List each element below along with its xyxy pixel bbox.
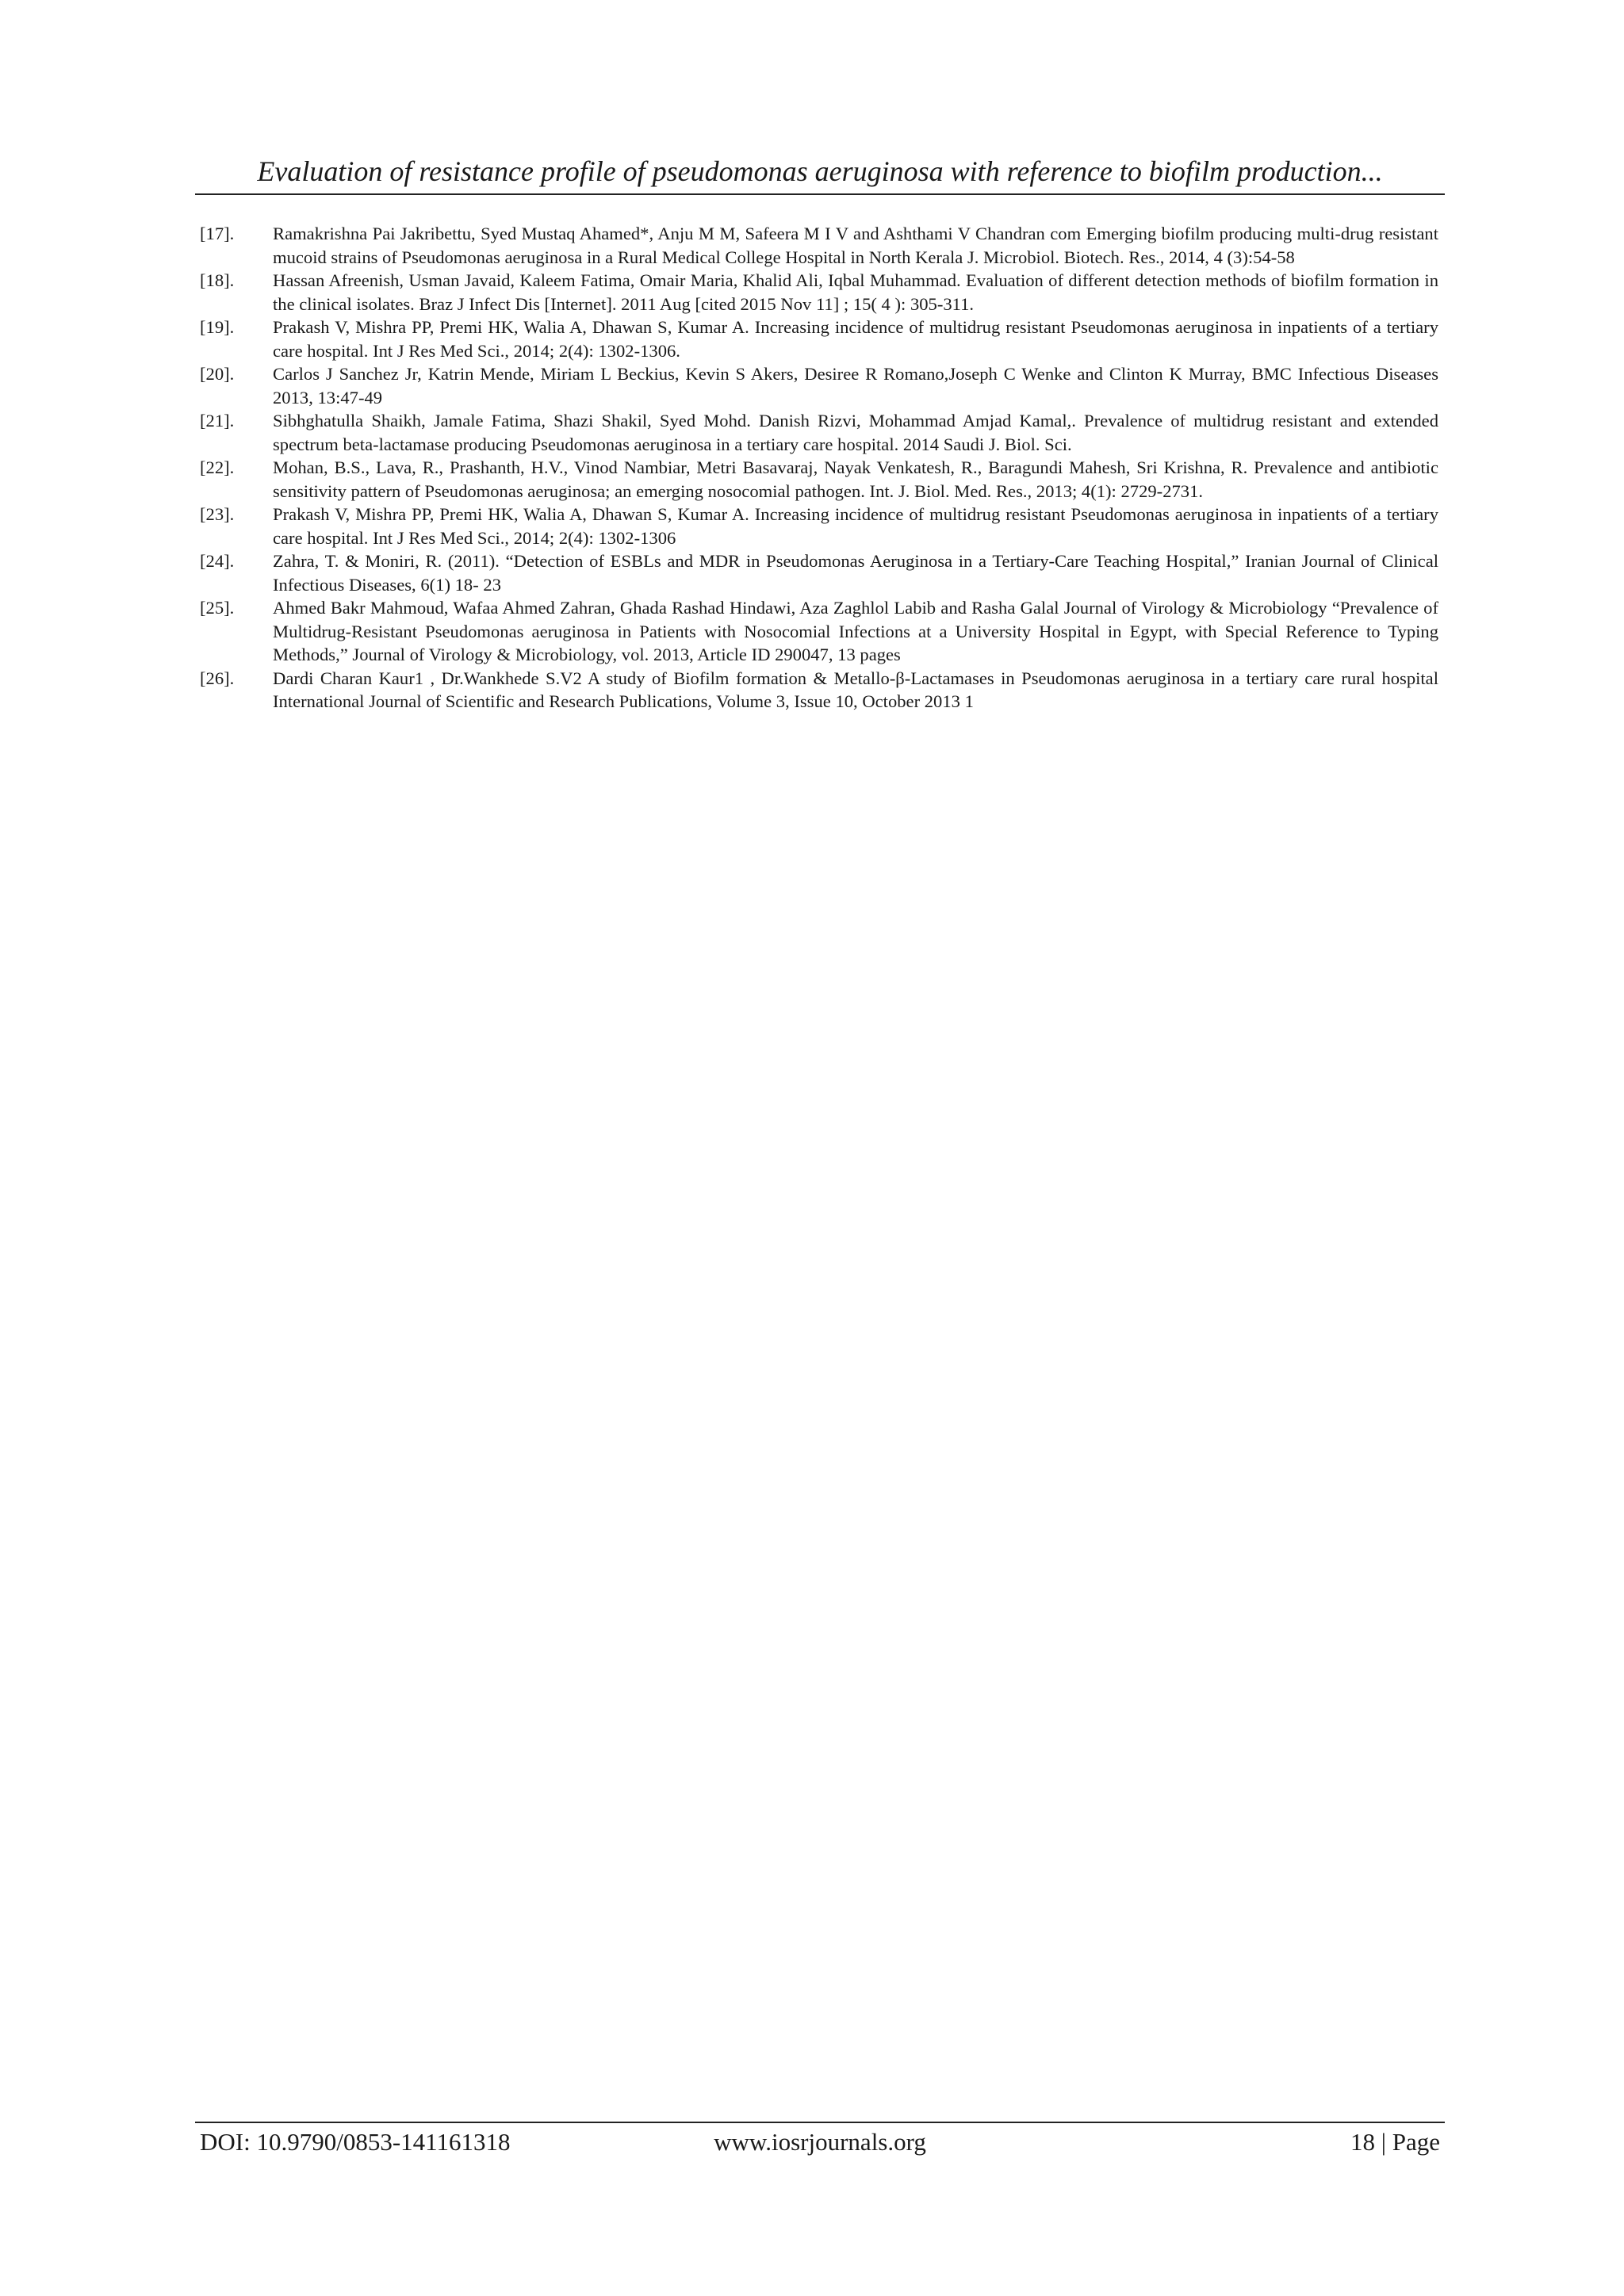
reference-list <box>200 222 1438 714</box>
reference-text: Prakash V, Mishra PP, Premi HK, Walia A, Dhawan S, Kumar A. Increasing incidence of multidrug resistant Pseudomonas aeruginosa in inpatients of a tertiary care hospital. Int J Res Med Sci., 2014; 2(4): 1302-1306. <box>273 317 1438 361</box>
reference-text: Dardi Charan Kaur1 , Dr.Wankhede S.V2 A study of Biofilm formation & Metallo-β-Lactamases in Pseudomonas aeruginosa in a tertiary care rural hospital International Journal of Scientific and Research Publications, Volume 3, Issue 10, October 2013 1 <box>273 668 1438 711</box>
reference-text: Sibhghatulla Shaikh, Jamale Fatima, Shazi Shakil, Syed Mohd. Danish Rizvi, Mohammad Amjad Kamal,. Prevalence of multidrug resistant and extended spectrum beta-lactamase producing Pseudomonas aeruginosa in a tertiary care hospital. 2014 Saudi J. Biol. Sci. <box>273 411 1438 454</box>
footer-page-number: 18 | Page <box>1350 2128 1440 2156</box>
footer-doi: DOI: 10.9790/0853-141161318 <box>200 2128 511 2156</box>
reference-number: [23]. <box>200 504 235 524</box>
reference-number: [24]. <box>200 551 235 571</box>
reference-number: [19]. <box>200 317 235 337</box>
reference-item <box>200 316 1438 362</box>
reference-item <box>200 269 1438 316</box>
reference-text: Ahmed Bakr Mahmoud, Wafaa Ahmed Zahran, Ghada Rashad Hindawi, Aza Zaghlol Labib and Rasha Galal Journal of Virology & Microbiology “Prevalence of Multidrug-Resistant Pseudomonas aeruginosa in Patients with Nosocomial Infections at a University Hospital in Egypt, with Special Reference to Typing Methods,” Journal of Virology & Microbiology, vol. 2013, Article ID 290047, 13 pages <box>273 598 1438 664</box>
running-title: Evaluation of resistance profile of pseudomonas aeruginosa with reference to biofilm production... <box>257 155 1383 187</box>
reference-text: Ramakrishna Pai Jakribettu, Syed Mustaq Ahamed*, Anju M M, Safeera M I V and Ashthami V Chandran com Emerging biofilm producing multi-drug resistant mucoid strains of Pseudomonas aeruginosa in a Rural Medical College Hospital in North Kerala J. Microbiol. Biotech. Res., 2014, 4 (3):54-58 <box>273 224 1438 267</box>
reference-number: [17]. <box>200 224 235 243</box>
reference-text: Mohan, B.S., Lava, R., Prashanth, H.V., Vinod Nambiar, Metri Basavaraj, Nayak Venkatesh, R., Baragundi Mahesh, Sri Krishna, R. Prevalence and antibiotic sensitivity pattern of Pseudomonas aeruginosa; an emerging nosocomial pathogen. Int. J. Biol. Med. Res., 2013; 4(1): 2729-2731. <box>273 457 1438 501</box>
reference-number: [25]. <box>200 598 235 618</box>
reference-number: [20]. <box>200 364 235 384</box>
reference-number: [26]. <box>200 668 235 688</box>
reference-text: Prakash V, Mishra PP, Premi HK, Walia A, Dhawan S, Kumar A. Increasing incidence of multidrug resistant Pseudomonas aeruginosa in inpatients of a tertiary care hospital. Int J Res Med Sci., 2014; 2(4): 1302-1306 <box>273 504 1438 548</box>
reference-item <box>200 222 1438 269</box>
footer-website: www.iosrjournals.org <box>714 2128 926 2156</box>
header-rule <box>195 193 1445 195</box>
reference-item <box>200 456 1438 503</box>
reference-item <box>200 596 1438 667</box>
reference-item <box>200 667 1438 714</box>
reference-text: Hassan Afreenish, Usman Javaid, Kaleem Fatima, Omair Maria, Khalid Ali, Iqbal Muhammad. Evaluation of different detection methods of biofilm formation in the clinical isolates. Braz J Infect Dis [Internet]. 2011 Aug [cited 2015 Nov 11] ; 15( 4 ): 305-311. <box>273 270 1438 314</box>
reference-number: [22]. <box>200 457 235 477</box>
reference-item <box>200 409 1438 456</box>
reference-item <box>200 549 1438 596</box>
reference-number: [18]. <box>200 270 235 290</box>
reference-text: Carlos J Sanchez Jr, Katrin Mende, Miriam L Beckius, Kevin S Akers, Desiree R Romano,Joseph C Wenke and Clinton K Murray, BMC Infectious Diseases 2013, 13:47-49 <box>273 364 1438 408</box>
reference-item <box>200 362 1438 409</box>
reference-text: Zahra, T. & Moniri, R. (2011). “Detection of ESBLs and MDR in Pseudomonas Aeruginosa in a Tertiary-Care Teaching Hospital,” Iranian Journal of Clinical Infectious Diseases, 6(1) 18- 23 <box>273 551 1438 595</box>
footer-rule <box>195 2122 1445 2123</box>
page-footer <box>200 2126 1440 2158</box>
reference-item <box>200 503 1438 549</box>
reference-number: [21]. <box>200 411 235 430</box>
